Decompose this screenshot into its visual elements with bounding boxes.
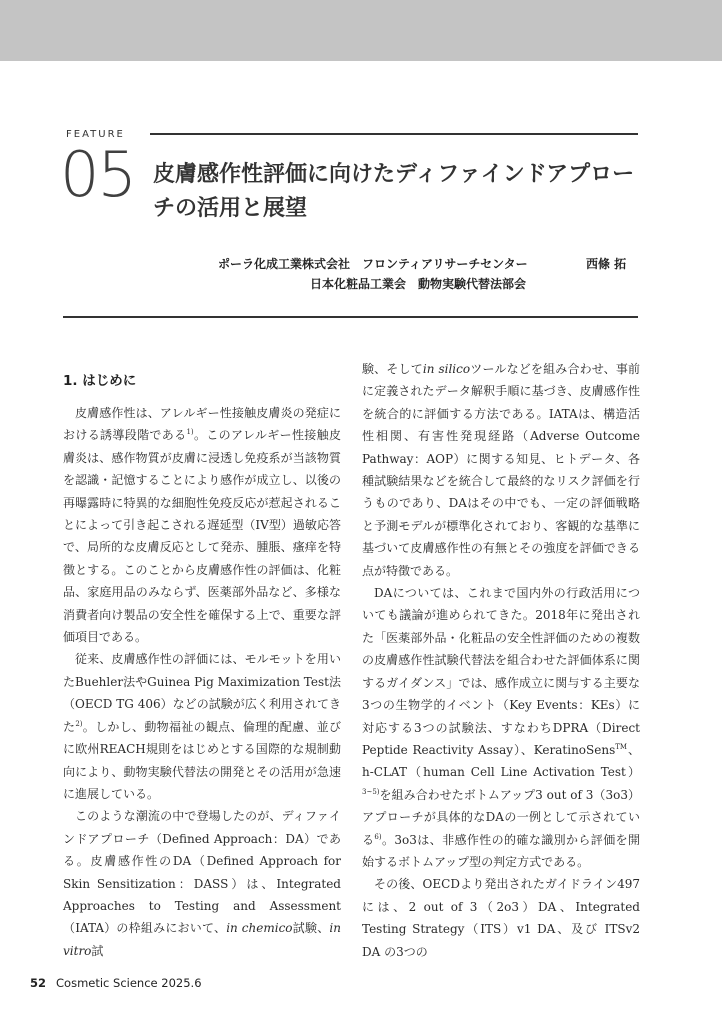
affiliation-line-2: 日本化粧品工業会 動物実験代替法部会 <box>310 277 527 291</box>
citation: 1) <box>186 428 194 437</box>
author-name: 西條 拓 <box>586 257 627 271</box>
citation: 2) <box>75 719 83 728</box>
italic-term: in vitro <box>63 921 341 958</box>
text: を組み合わせたボトムアップ3 out of 3（3o3）アプローチが具体的なDAの一例として示されている <box>362 787 640 847</box>
right-column <box>362 358 640 963</box>
journal-name: Cosmetic Science 2025.6 <box>56 976 202 990</box>
trademark: TM <box>615 742 628 751</box>
text: 。しかし、動物福祉の観点、倫理的配慮、並びに欧州REACH規則をはじめとする国際的な規制動向により、動物実験代替法の開発とその活用が急速に進展している。 <box>63 719 341 801</box>
citation: 6) <box>374 832 382 841</box>
text: 。このアレルギー性接触皮膚炎は、感作物質が皮膚に浸透し免疫系が当該物質を認識・記憶することにより感作が成立し、以後の再曝露時に特異的な細胞性免疫反応が惹起されることによって引き起こされる遅延型（IV型）過敏応答で、局所的な皮膚反応として発赤、腫脹、瘙痒を特徴とする。このことから皮膚感作性の評価は、化粧品、家庭用品のみならず、医薬部外品など、多様な消費者向け製品の安全性を確保する上で、重要な評価項目である。 <box>63 428 341 645</box>
citation: 3~5) <box>362 787 380 796</box>
text: 試験、 <box>292 921 330 936</box>
text: 従来、皮膚感作性の評価には、モルモットを用いたBuehler法やGuinea Pig Maximization Test法（OECD TG 406）などの試験が広く利用されてきた <box>63 652 341 734</box>
text: ツールなどを組み合わせ、事前に定義されたデータ解釈手順に基づき、皮膚感作性を統合的に評価する方法である。IATAは、構造活性相関、有害性発現経路（Adverse Outcome Pathway：AOP）に関する知見、ヒトデータ、各種試験結果などを統合して最終的なリスク評価を行うものであり、DAはその中でも、一定の評価戦略と予測モデルが標準化されており、客観的な基準に基づいて皮膚感作性の有無とその強度を評価できる点が特徴である。 <box>362 362 640 578</box>
article-title: 皮膚感作性評価に向けたディファインドアプローチの活用と展望 <box>153 162 635 221</box>
paragraph-5 <box>362 582 640 873</box>
paragraph-1 <box>63 402 341 648</box>
feature-number: 05 <box>60 138 135 211</box>
text: このような潮流の中で登場したのが、ディファインドアプローチ（Defined Approach：DA）である。皮膚感作性のDA（Defined Approach for Skin Sensitization：DASS）は、Integrated Approaches to Testing and Assessment（IATA）の枠組みにおいて、 <box>63 809 341 936</box>
section-heading: 1. はじめに <box>63 373 137 389</box>
page-number: 52 <box>30 976 47 990</box>
left-column <box>63 358 341 962</box>
italic-term: in chemico <box>226 921 293 936</box>
page-footer <box>30 976 202 990</box>
text: 。3o3は、非感作性の的確な識別から評価を開始するボトムアップ型の判定方式である。 <box>362 832 640 869</box>
feature-label: FEATURE <box>66 129 125 140</box>
text: 試 <box>91 943 104 958</box>
text: 験、そして <box>362 362 423 376</box>
paragraph-6: その後、OECDより発出されたガイドライン497には、2 out of 3（2o3）DA、Integrated Testing Strategy（ITS）v1 DA、及び ITSv2 DA の3つの <box>362 877 640 959</box>
top-gray-band <box>0 0 722 61</box>
paragraph-4 <box>362 358 640 582</box>
text: 皮膚感作性は、アレルギー性接触皮膚炎の発症における誘導段階である <box>63 406 341 443</box>
paragraph-3 <box>63 805 341 962</box>
italic-term: in silico <box>422 362 471 376</box>
title-rule <box>150 133 638 135</box>
header-rule <box>63 316 638 318</box>
affiliation-line-1: ポーラ化成工業株式会社 フロンティアリサーチセンター <box>218 257 528 271</box>
text: 、h-CLAT（human Cell Line Activation Test） <box>362 742 640 780</box>
text: DAについては、これまで国内外の行政活用についても議論が進められてきた。2018年に発出された「医薬部外品・化粧品の安全性評価のための複数の皮膚感作性試験代替法を組合わせた評価体系に関するガイダンス」では、感作成立に関与する主要な3つの生物学的イベント（Key Events：KEs）に対応する3つの試験法、すなわちDPRA（Direct Peptide Reactivity Assay）、KeratinoSens <box>362 586 640 757</box>
paragraph-2 <box>63 648 341 805</box>
